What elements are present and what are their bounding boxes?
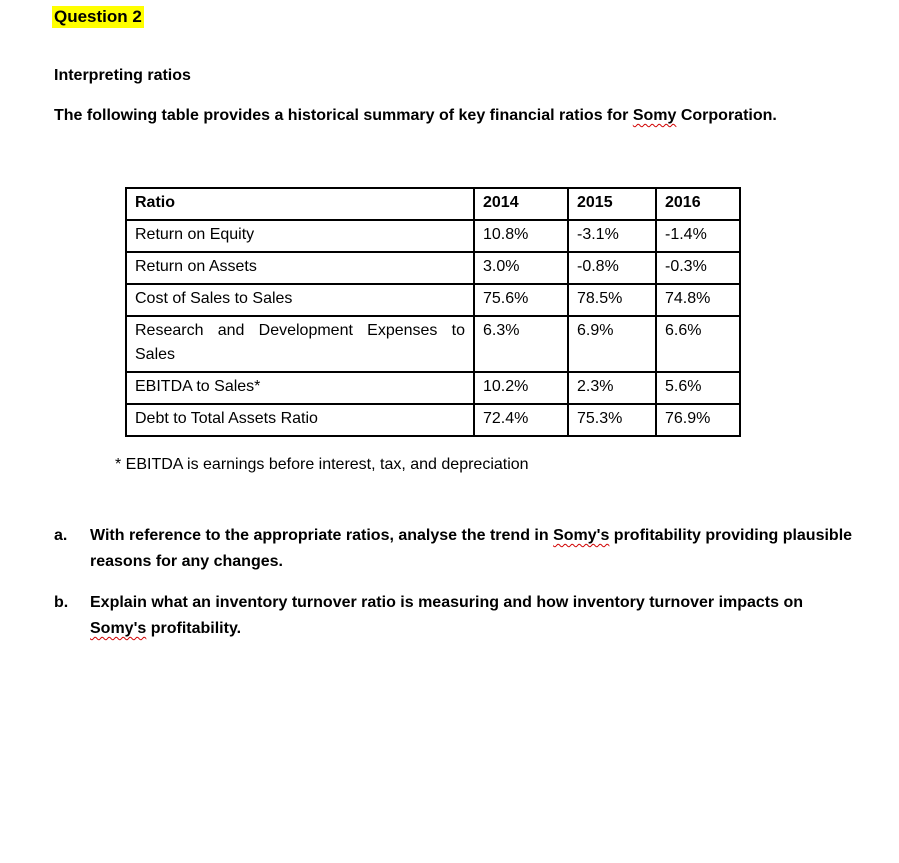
value-cell: -3.1%	[568, 220, 656, 252]
question-b-text-end: profitability.	[146, 620, 242, 637]
question-b-company-name: Somy's	[90, 620, 147, 637]
value-cell: 75.6%	[474, 284, 568, 316]
value-cell: 5.6%	[656, 372, 740, 404]
value-cell: 6.3%	[474, 316, 568, 372]
question-b-text	[90, 590, 854, 642]
value-cell: 78.5%	[568, 284, 656, 316]
section-subheading: Interpreting ratios	[54, 67, 191, 84]
ratio-name-cell: Research and Development Expenses to Sales	[126, 316, 474, 372]
question-a-text-start: With reference to the appropriate ratios, analyse the trend in	[90, 527, 554, 544]
ratio-name-cell: EBITDA to Sales*	[126, 372, 474, 404]
header-cell-2014: 2014	[474, 188, 568, 220]
table-footnote: * EBITDA is earnings before interest, tax, and depreciation	[115, 456, 529, 473]
question-b-letter: b.	[54, 594, 69, 611]
ratio-name-cell: Cost of Sales to Sales	[126, 284, 474, 316]
header-cell-2015: 2015	[568, 188, 656, 220]
value-cell: 10.8%	[474, 220, 568, 252]
question-a-company-name: Somy's	[553, 527, 610, 544]
value-cell: 74.8%	[656, 284, 740, 316]
question-heading: Question 2	[54, 7, 142, 26]
table-row	[126, 220, 740, 252]
value-cell: 3.0%	[474, 252, 568, 284]
value-cell: -0.3%	[656, 252, 740, 284]
header-cell-2016: 2016	[656, 188, 740, 220]
value-cell: -1.4%	[656, 220, 740, 252]
value-cell: 2.3%	[568, 372, 656, 404]
ratio-name-cell: Debt to Total Assets Ratio	[126, 404, 474, 436]
ratio-name-cell: Return on Equity	[126, 220, 474, 252]
table-row	[126, 284, 740, 316]
table-row	[126, 372, 740, 404]
question-a	[54, 523, 854, 575]
table-row	[126, 252, 740, 284]
ratio-name-cell: Return on Assets	[126, 252, 474, 284]
intro-text-end: Corporation.	[676, 107, 777, 124]
intro-text: The following table provides a historical summary of key financial ratios for	[54, 107, 633, 124]
value-cell: 76.9%	[656, 404, 740, 436]
table-row	[126, 404, 740, 436]
ratios-table	[125, 187, 741, 437]
intro-paragraph	[54, 103, 834, 129]
question-a-letter: a.	[54, 527, 68, 544]
intro-company-name: Somy	[632, 107, 677, 124]
question-b-text-start: Explain what an inventory turnover ratio is measuring and how inventory turnover impacts on	[90, 594, 804, 611]
table-row	[126, 316, 740, 372]
value-cell: 75.3%	[568, 404, 656, 436]
header-cell-ratio: Ratio	[126, 188, 474, 220]
value-cell: 6.9%	[568, 316, 656, 372]
value-cell: -0.8%	[568, 252, 656, 284]
value-cell: 10.2%	[474, 372, 568, 404]
question-a-text-end: profitability providing plausible reasons for any changes.	[90, 527, 853, 570]
table-header-row	[126, 188, 740, 220]
value-cell: 6.6%	[656, 316, 740, 372]
question-a-text	[90, 523, 854, 575]
question-b	[54, 590, 854, 642]
value-cell: 72.4%	[474, 404, 568, 436]
